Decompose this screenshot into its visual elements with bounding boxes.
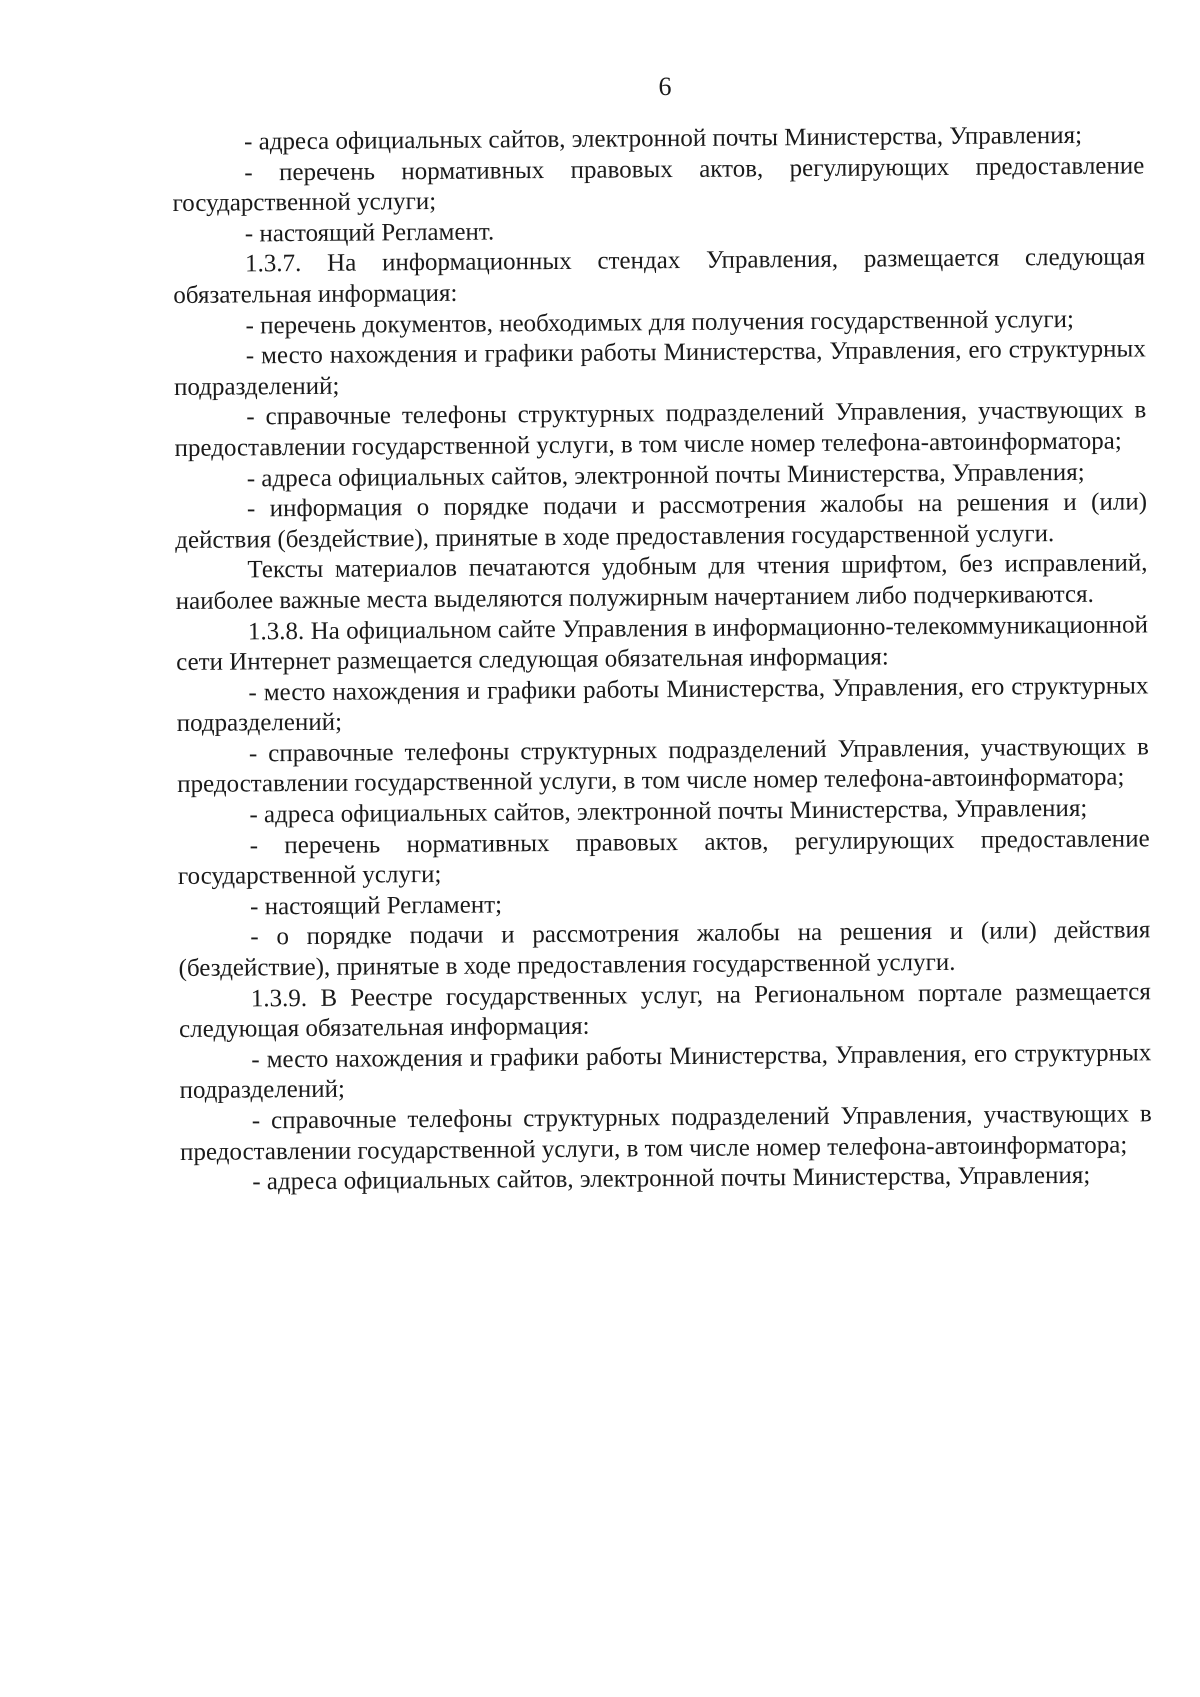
- paragraph: - место нахождения и графики работы Министерства, Управления, его структурных подразделений;: [179, 1039, 1152, 1105]
- clause-paragraph: 1.3.8. На официальном сайте Управления в информационно-телекоммуникационной сети Интернет размещается следующая обязательная информация:: [176, 610, 1149, 677]
- paragraph: - справочные телефоны структурных подразделений Управления, участвующих в предоставлении государственной услуги, в том числе номер телефона-автоинформатора;: [179, 1100, 1152, 1166]
- document-body: [172, 120, 1152, 1198]
- paragraph: - место нахождения и графики работы Министерства, Управления, его структурных подразделений;: [173, 335, 1146, 401]
- paragraph: - информация о порядке подачи и рассмотрения жалобы на решения и (или) действия (бездействие), принятые в ходе предоставления государственной услуги.: [175, 488, 1148, 554]
- paragraph: Тексты материалов печатаются удобным для чтения шрифтом, без исправлений, наиболее важные места выделяются полужирным начертанием либо подчеркиваются.: [175, 549, 1148, 615]
- paragraph: - адреса официальных сайтов, электронной почты Министерства, Управления;: [249, 794, 1088, 829]
- paragraph: - справочные телефоны структурных подразделений Управления, участвующих в предоставлении государственной услуги, в том числе номер телефона-автоинформатора;: [177, 733, 1149, 799]
- paragraph: - перечень нормативных правовых актов, регулирующих предоставление государственной услуги;: [177, 825, 1150, 891]
- page-number: 6: [658, 72, 672, 101]
- paragraph: - перечень нормативных правовых актов, регулирующих предоставление государственной услуги;: [172, 151, 1145, 218]
- paragraph: - настоящий Регламент;: [250, 891, 503, 921]
- paragraph: - адреса официальных сайтов, электронной почты Министерства, Управления;: [244, 121, 1083, 156]
- paragraph: - адреса официальных сайтов, электронной почты Министерства, Управления;: [252, 1162, 1091, 1196]
- paragraph: - о порядке подачи и рассмотрения жалобы на решения и (или) действия (бездействие), принятые в ходе предоставления государственной услуги.: [178, 916, 1151, 983]
- paragraph: - перечень документов, необходимых для получения государственной услуги;: [245, 305, 1074, 339]
- paragraph: - место нахождения и графики работы Министерства, Управления, его структурных подразделений;: [176, 672, 1149, 738]
- paragraph: - справочные телефоны структурных подразделений Управления, участвующих в предоставлении государственной услуги, в том числе номер телефона-автоинформатора;: [174, 396, 1147, 462]
- clause-paragraph: 1.3.9. В Реестре государственных услуг, на Региональном портале размещается следующая обязательная информация:: [178, 977, 1151, 1044]
- paragraph: - адреса официальных сайтов, электронной почты Министерства, Управления;: [246, 458, 1085, 492]
- paragraph: - настоящий Регламент.: [244, 218, 495, 248]
- clause-paragraph: 1.3.7. На информационных стендах Управления, размещается следующая обязательная информация:: [173, 243, 1146, 309]
